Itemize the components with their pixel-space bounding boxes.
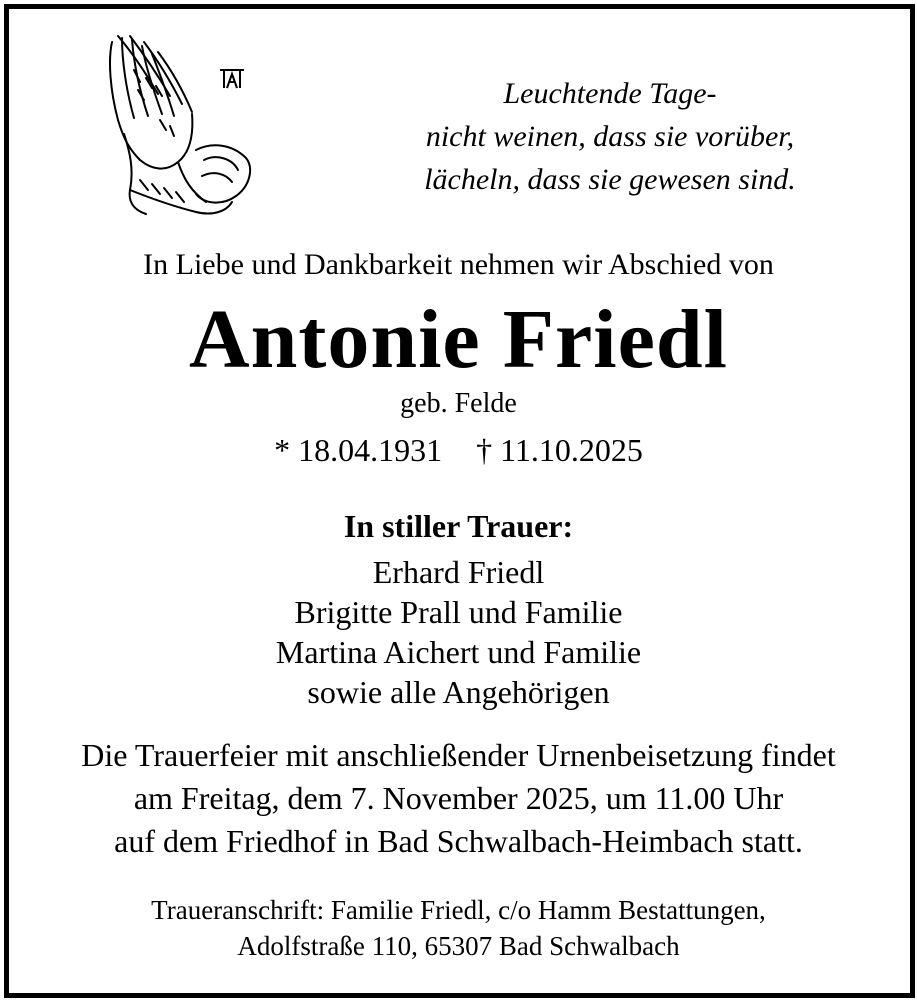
life-dates — [0, 432, 917, 469]
mourner-name: Brigitte Prall und Familie — [294, 594, 623, 630]
mourners-list — [0, 552, 917, 712]
mourner-name: sowie alle Angehörigen — [307, 674, 610, 710]
verse-line-3: lächeln, dass sie gewesen sind. — [424, 163, 796, 196]
ceremony-line-2: am Freitag, dem 7. November 2025, um 11.00 Uhr — [133, 780, 784, 816]
deceased-name: Antonie Friedl — [189, 293, 728, 386]
mourning-address — [0, 892, 917, 964]
ceremony-details — [0, 734, 917, 863]
ceremony-line-1: Die Trauerfeier mit anschließender Urnenbeisetzung findet — [81, 737, 836, 773]
birth-date: * 18.04.1931 — [274, 432, 443, 468]
farewell-intro: In Liebe und Dankbarkeit nehmen wir Abschied von — [143, 248, 774, 281]
mourning-heading: In stiller Trauer: — [343, 508, 574, 544]
maiden-name: geb. Felde — [400, 388, 517, 419]
death-date: † 11.10.2025 — [476, 432, 643, 468]
verse-line-2: nicht weinen, dass sie vorüber, — [425, 120, 795, 153]
verse-line-1: Leuchtende Tage- — [503, 77, 717, 110]
mourner-name: Erhard Friedl — [372, 554, 545, 590]
artist-monogram-icon — [218, 66, 246, 92]
mourner-name: Martina Aichert und Familie — [275, 634, 642, 670]
ceremony-line-3: auf dem Friedhof in Bad Schwalbach-Heimbach statt. — [114, 823, 803, 859]
praying-hands-icon — [100, 30, 260, 220]
address-line-2: Adolfstraße 110, 65307 Bad Schwalbach — [237, 931, 680, 961]
memorial-verse — [340, 72, 880, 201]
address-line-1: Traueranschrift: Familie Friedl, c/o Hamm Bestattungen, — [151, 895, 766, 925]
